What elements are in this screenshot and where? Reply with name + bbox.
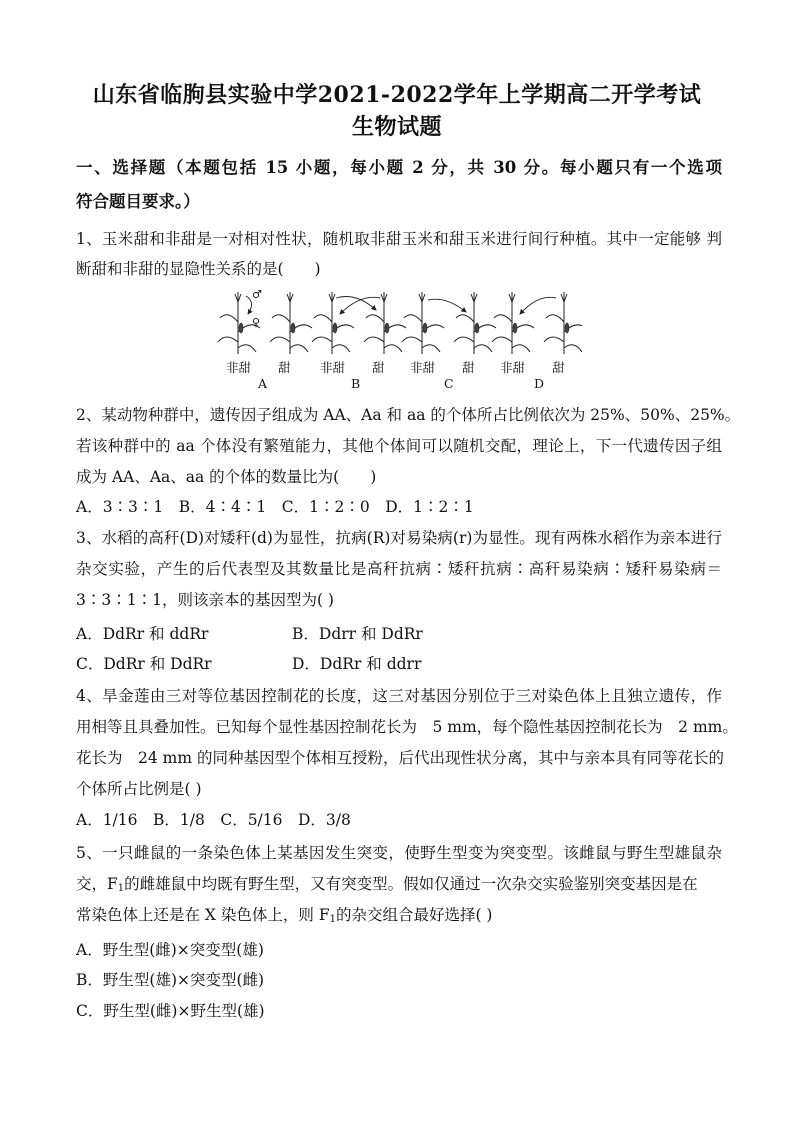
panel-d-letter: D [534,376,545,391]
exam-title: 山东省临朐县实验中学2021-2022学年上学期高二开学考试 [92,82,702,108]
q5-option-c: C．野生型(雌)×野生型(雄) [76,1002,265,1020]
panel-a-right-label: 甜 [278,360,291,375]
q5-option-b: B．野生型(雄)×突变型(雌) [76,971,265,989]
female-symbol-icon: ♀ [252,316,261,329]
q1-text-line2: 断甜和非甜的显隐性关系的是( ) [76,260,321,278]
section-heading-line2: 符合题目要求。） [76,192,200,211]
q5-text-line1: 5、一只雌鼠的一条染色体上某基因发生突变，使野生型变为突变型。该雌鼠与野生型雄鼠杂 [76,844,722,862]
q2-text-line1: 2、某动物种群中，遗传因子组成为 AA、Aa 和 aa 的个体所占比例依次为 25%、50%、25%。 [76,406,741,424]
q5-line3-subscript: 1 [329,914,336,925]
corn-plant-c-sweet [454,292,496,354]
panel-b-left-label: 非甜 [320,360,346,375]
exam-subtitle: 生物试题 [351,114,442,140]
corn-plants-diagram [216,292,582,372]
corn-plant-b-sweet [364,292,406,354]
corn-plant-a-sweet [270,292,312,354]
q4-text-line2: 用相等且具叠加性。已知每个显性基因控制花长为 5 mm，每个隐性基因控制花长为 2 mm。 [76,718,738,736]
corn-plant-d-sweet [544,292,582,354]
corn-plant-c-nonsweet [402,292,444,354]
q3-option-d: D．DdRr 和 ddrr [292,655,422,673]
q3-text-line1: 3、水稻的高秆(D)对矮秆(d)为显性，抗病(R)对易染病(r)为显性。现有两株水稻作为亲本进行 [76,529,722,547]
q4-text-line3: 花长为 24 mm 的同种基因型个体相互授粉，后代出现性状分离，其中与亲本具有同等花长的 [76,749,724,767]
q5-line3-start: 常染色体上还是在 X 染色体上，则 F [76,906,330,924]
section-heading-line1: 一、选择题（本题包括 15 小题，每小题 2 分，共 30 分。每小题只有一个选项 [76,158,722,177]
q3-option-c: C．DdRr 和 DdRr [76,655,212,673]
panel-a-left-label: 非甜 [226,360,252,375]
q3-option-a: A．DdRr 和 ddRr [76,625,209,643]
q3-text-line2: 杂交实验，产生的后代表型及其数量比是高秆抗病∶矮秆抗病∶高秆易染病∶矮秆易染病＝ [76,560,722,578]
male-symbol-icon: ♂ [252,288,262,301]
panel-a-letter: A [258,376,268,391]
q4-text-line4: 个体所占比例是( ) [76,780,202,798]
pollination-arrow-b1 [336,297,376,311]
panel-c-right-label: 甜 [462,360,475,375]
q1-text-line1: 1、玉米甜和非甜是一对相对性状，随机取非甜玉米和甜玉米进行间行种植。其中一定能够 判 [76,230,722,248]
pollination-arrow-c [428,299,466,312]
pollination-arrow-d [520,297,556,314]
pollination-arrow-b2 [340,297,380,314]
corn-planting-figure [216,288,582,392]
panel-b-letter: B [351,376,361,391]
q2-options: A．3∶3∶1 B．4∶4∶1 C．1∶2∶0 D．1∶2∶1 [76,498,474,516]
q5-option-a: A．野生型(雌)×突变型(雄) [76,941,264,959]
panel-d-right-label: 甜 [552,360,565,375]
panel-c-left-label: 非甜 [410,360,436,375]
corn-plant-d-nonsweet [492,292,534,354]
q5-line3-rest: 的杂交组合最好选择( ) [335,906,493,924]
pollination-arrow-a [246,296,252,314]
panel-b-right-label: 甜 [372,360,385,375]
q5-text-line2 [76,874,722,899]
q5-text-line3 [76,905,722,930]
q5-line2-start: 交，F [76,875,118,893]
q3-text-line3: 3∶3∶1∶1，则该亲本的基因型为( ) [76,591,334,609]
q4-options: A．1/16 B．1/8 C．5/16 D．3/8 [76,811,351,829]
q5-line2-rest: 的雌雄鼠中均既有野生型，又有突变型。假如仅通过一次杂交实验鉴别突变基因是在 [124,875,698,893]
q3-option-b: B．Ddrr 和 DdRr [292,625,423,643]
q5-line2-subscript: 1 [117,883,125,894]
q4-text-line1: 4、旱金莲由三对等位基因控制花的长度，这三对基因分别位于三对染色体上且独立遗传，作 [76,687,722,705]
q2-text-line3: 成为 AA、Aa、aa 的个体的数量比为( ) [76,468,377,486]
corn-plant-b-nonsweet [312,292,354,354]
panel-d-left-label: 非甜 [500,360,526,375]
q2-text-line2: 若该种群中的 aa 个体没有繁殖能力，其他个体间可以随机交配，理论上，下一代遗传因子组 [76,437,722,455]
panel-c-letter: C [444,376,454,391]
